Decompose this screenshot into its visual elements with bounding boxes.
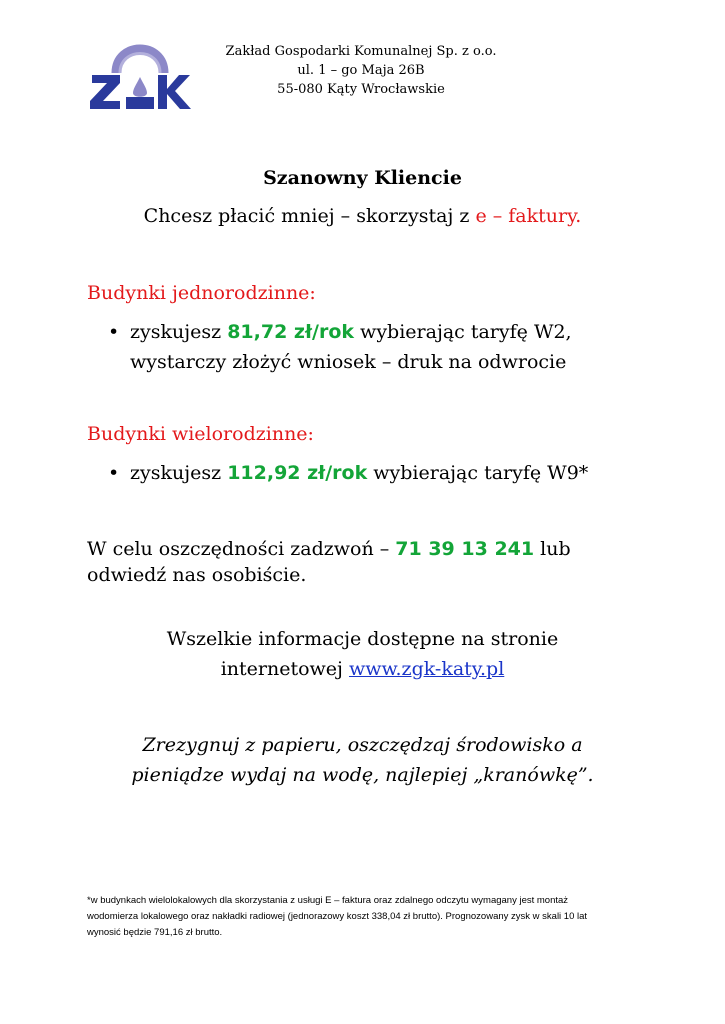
efaktura-prefix: Chcesz płacić mniej – skorzystaj z bbox=[143, 205, 476, 227]
bullet-dot-icon: • bbox=[108, 321, 120, 343]
multi-family-prefix: zyskujesz bbox=[130, 462, 228, 484]
footnote-line1: *w budynkach wielolokalowych dla skorzystania z usługi E – faktura oraz zdalnego odczytu wymagany jest montaż bbox=[87, 895, 569, 906]
multi-family-line1 bbox=[130, 458, 588, 488]
multi-family-suffix: wybierając taryfę W9* bbox=[367, 462, 589, 484]
contact-line1 bbox=[87, 536, 571, 562]
bullet-dot-icon: • bbox=[108, 462, 120, 484]
single-family-prefix: zyskujesz bbox=[130, 321, 228, 343]
contact-prefix: W celu oszczędności zadzwoń – bbox=[87, 538, 396, 560]
single-family-suffix: wybierając taryfę W2, bbox=[354, 321, 572, 343]
slogan-line2: pieniądze wydaj na wodę, najlepiej „kranówkę”. bbox=[131, 764, 594, 786]
info-line2 bbox=[0, 654, 725, 684]
contact-suffix: lub bbox=[534, 538, 571, 560]
efaktura-highlight: e – faktury. bbox=[475, 205, 582, 227]
info-line1: Wszelkie informacje dostępne na stronie bbox=[166, 628, 559, 650]
zgk-logo-graphic bbox=[86, 33, 194, 111]
multi-family-heading: Budynki wielorodzinne: bbox=[87, 423, 314, 445]
contact-paragraph bbox=[87, 536, 571, 588]
company-city: 55-080 Kąty Wrocławskie bbox=[277, 82, 445, 97]
footnote bbox=[87, 893, 647, 941]
slogan-line1: Zrezygnuj z papieru, oszczędzaj środowisko a bbox=[142, 734, 583, 756]
greeting-heading: Szanowny Kliencie bbox=[263, 167, 462, 189]
info-paragraph bbox=[0, 624, 725, 684]
single-family-line1 bbox=[130, 317, 572, 347]
footnote-line3: wynosić będzie 791,16 zł brutto. bbox=[87, 927, 223, 938]
contact-phone[interactable]: 71 39 13 241 bbox=[395, 538, 535, 560]
multi-family-amount: 112,92 zł/rok bbox=[227, 462, 368, 484]
single-family-line2: wystarczy złożyć wniosek – druk na odwrocie bbox=[130, 351, 567, 373]
slogan-paragraph bbox=[0, 730, 725, 790]
single-family-heading: Budynki jednorodzinne: bbox=[87, 282, 316, 304]
website-link[interactable]: www.zgk-katy.pl bbox=[348, 658, 505, 680]
efaktura-line bbox=[0, 205, 725, 227]
info-prefix: internetowej bbox=[220, 658, 349, 680]
company-name: Zakład Gospodarki Komunalnej Sp. z o.o. bbox=[225, 44, 497, 59]
footnote-line2: wodomierza lokalowego oraz nakładki radiowej (jednorazowy koszt 338,04 zł brutto). Prognozowany zysk w skali 10 lat bbox=[87, 911, 588, 922]
single-family-amount: 81,72 zł/rok bbox=[227, 321, 355, 343]
company-street: ul. 1 – go Maja 26B bbox=[297, 63, 425, 78]
company-logo bbox=[86, 33, 194, 111]
company-address bbox=[200, 42, 522, 99]
contact-line2: odwiedź nas osobiście. bbox=[87, 564, 307, 586]
